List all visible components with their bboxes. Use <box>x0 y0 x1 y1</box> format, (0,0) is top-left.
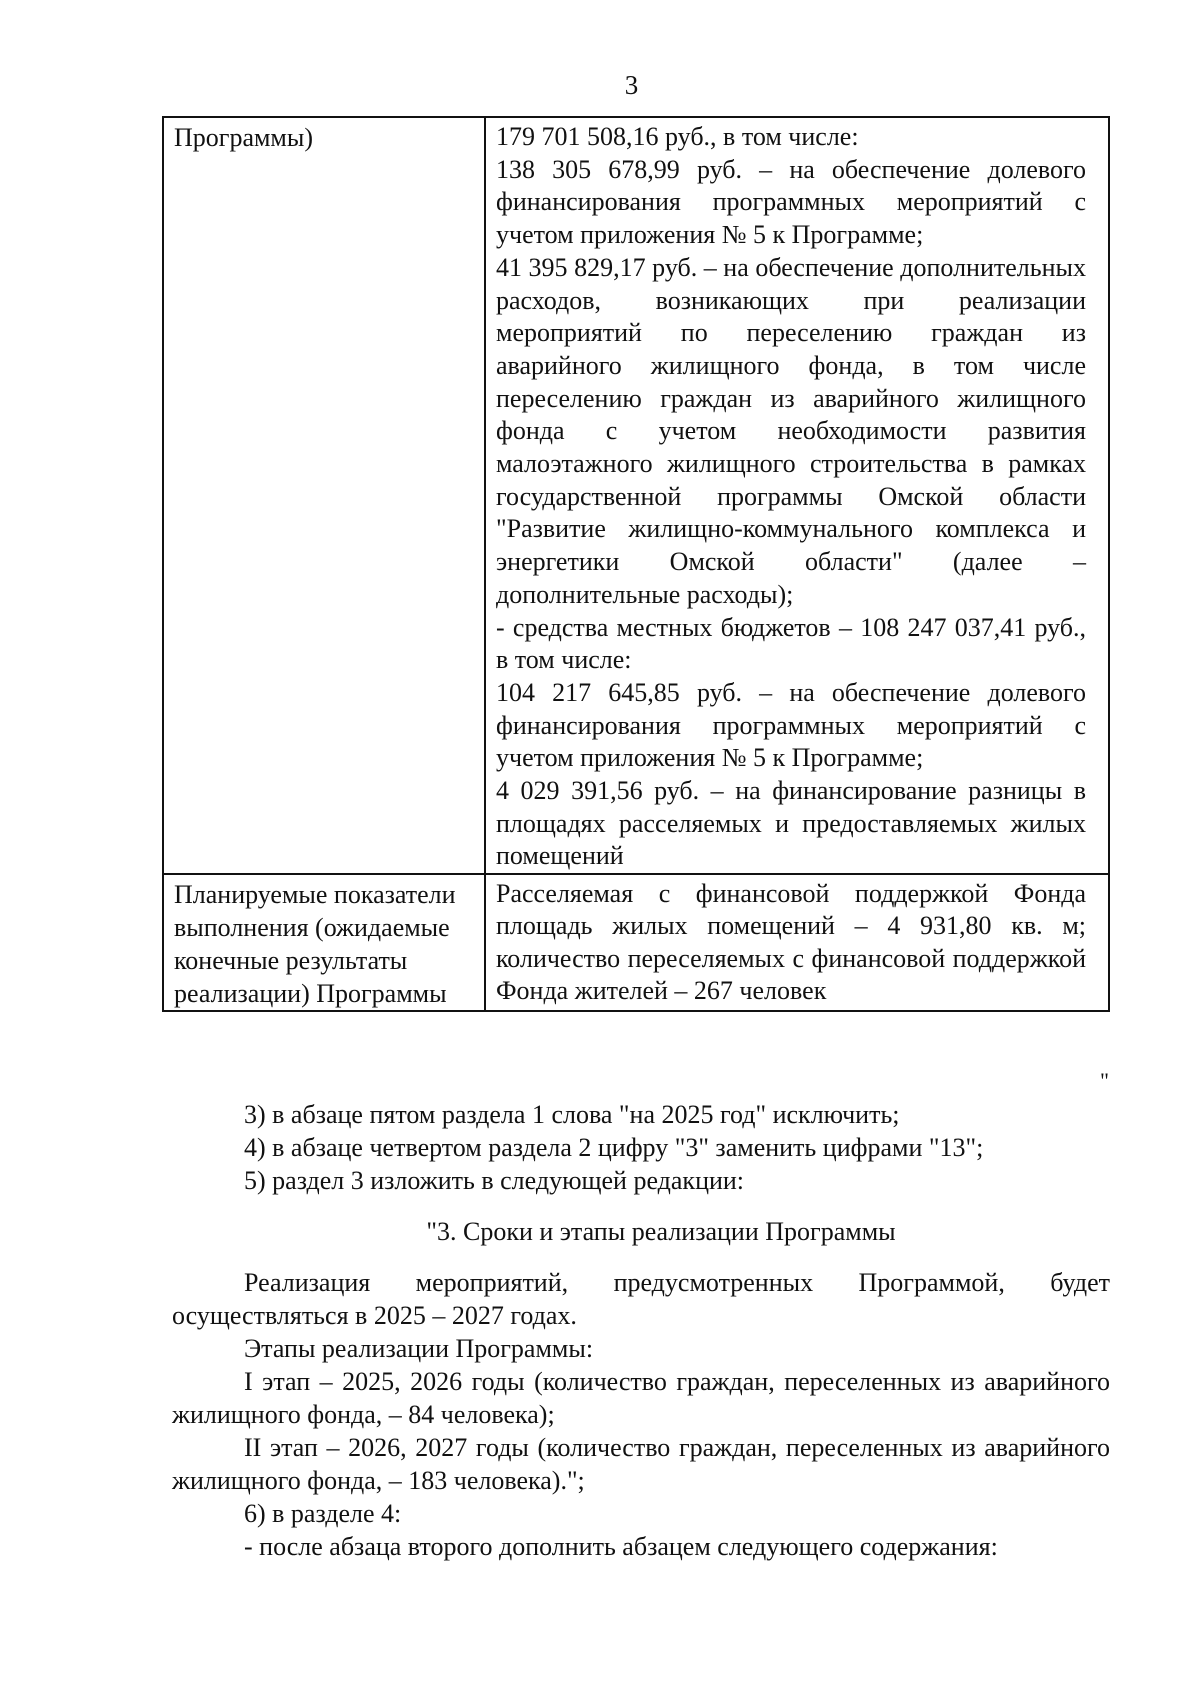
section-paragraph: 6) в разделе 4: <box>244 1499 402 1528</box>
section-paragraph: I этап – 2025, 2026 годы (количество граждан, переселенных из аварийного жилищного фонда, – 84 человека); <box>172 1367 1110 1429</box>
document-body <box>172 1098 1110 1563</box>
funding-paragraph: - средства местных бюджетов – 108 247 037,41 руб., в том числе: <box>496 612 1086 675</box>
section-paragraph: II этап – 2026, 2027 годы (количество граждан, переселенных из аварийного жилищного фонда, – 183 человека)."; <box>172 1433 1110 1495</box>
funding-paragraph: 138 305 678,99 руб. – на обеспечение долевого финансирования программных мероприятий с учетом приложения № 5 к Программе; <box>496 154 1086 250</box>
table-row <box>163 874 1109 1011</box>
amendment-item: 3) в абзаце пятом раздела 1 слова "на 2025 год" исключить; <box>244 1100 900 1129</box>
row-label: Планируемые показатели выполнения (ожидаемые конечные результаты реализации) Программы <box>163 874 485 1011</box>
amendment-item: 4) в абзаце четвертом раздела 2 цифру "3" заменить цифрами "13"; <box>244 1133 984 1162</box>
row-content: Расселяемая с финансовой поддержкой Фонда площадь жилых помещений – 4 931,80 кв. м; количество переселяемых с финансовой поддержкой Фонда жителей – 267 человек <box>485 874 1109 1011</box>
page-number: 3 <box>624 70 639 100</box>
table-row <box>163 117 1109 874</box>
section-heading: "3. Сроки и этапы реализации Программы <box>426 1217 896 1246</box>
section-paragraph: Этапы реализации Программы: <box>244 1334 594 1363</box>
row-content <box>485 117 1109 874</box>
funding-paragraph: 104 217 645,85 руб. – на обеспечение долевого финансирования программных мероприятий с учетом приложения № 5 к Программе; <box>496 677 1086 773</box>
program-passport-table <box>162 116 1110 1012</box>
closing-quote: " <box>1100 1068 1109 1093</box>
amendment-item: 5) раздел 3 изложить в следующей редакции: <box>244 1166 745 1195</box>
funding-paragraph: 41 395 829,17 руб. – на обеспечение дополнительных расходов, возникающих при реализации мероприятий по переселению граждан из аварийного жилищного фонда, в том числе переселению граждан из аварийного жилищного фонда с учетом необходимости развития малоэтажного жилищного строительства в рамках государственной программы Омской области "Развитие жилищно-коммунального комплекса и энергетики Омской области" (далее – дополнительные расходы); <box>496 252 1086 609</box>
funding-paragraph: 179 701 508,16 руб., в том числе: <box>496 122 859 151</box>
funding-paragraph: 4 029 391,56 руб. – на финансирование разницы в площадях расселяемых и предоставляемых жилых помещений <box>496 776 1086 871</box>
section-paragraph: Реализация мероприятий, предусмотренных Программой, будет осуществляться в 2025 – 2027 годах. <box>172 1268 1110 1330</box>
section-paragraph: - после абзаца второго дополнить абзацем следующего содержания: <box>244 1532 998 1561</box>
row-label: Программы) <box>163 117 485 874</box>
